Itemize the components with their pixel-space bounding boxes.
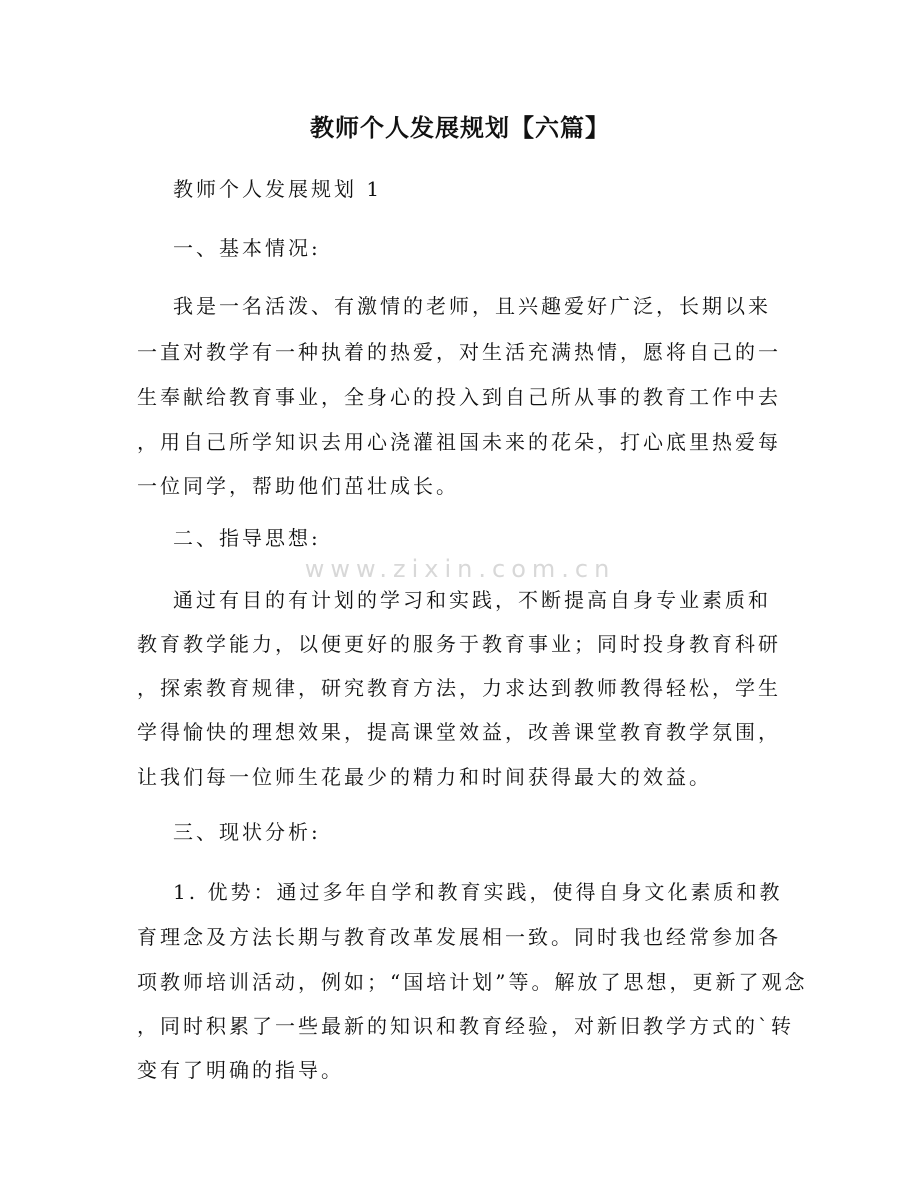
section-heading-1: 一、基本情况: (173, 236, 321, 260)
paragraph-line: ，同时积累了一些最新的知识和教育经验，对新旧教学方式的`转 (137, 1014, 794, 1038)
paragraph-line: 变有了明确的指导。 (137, 1058, 344, 1082)
paragraph-line: 1. 优势：通过多年自学和教育实践，使得自身文化素质和教 (173, 880, 783, 904)
paragraph-line: ，用自己所学知识去用心浇灌祖国未来的花朵，打心底里热爱每 (137, 430, 781, 454)
paragraph-line: 一直对教学有一种执着的热爱，对生活充满热情，愿将自己的一 (137, 340, 781, 364)
watermark: www.zixin.com.cn (304, 555, 616, 583)
paragraph-line: 项教师培训活动，例如；“国培计划”等。解放了思想，更新了观念 (137, 970, 808, 994)
paragraph-line: 学得愉快的理想效果，提高课堂效益，改善课堂教育教学氛围， (137, 720, 781, 744)
paragraph-line: ，探索教育规律，研究教育方法，力求达到教师教得轻松，学生 (137, 676, 781, 700)
paragraph-line: 生奉献给教育事业，全身心的投入到自己所从事的教育工作中去 (137, 385, 781, 409)
paragraph-line: 我是一名活泼、有激情的老师，且兴趣爱好广泛，长期以来 (173, 294, 771, 318)
paragraph-line: 让我们每一位师生花最少的精力和时间获得最大的效益。 (137, 765, 712, 789)
paragraph-line: 教育教学能力，以便更好的服务于教育事业；同时投身教育科研 (137, 632, 781, 656)
subtitle: 教师个人发展规划 1 (173, 177, 383, 201)
paragraph-line: 通过有目的有计划的学习和实践，不断提高自身专业素质和 (173, 588, 771, 612)
paragraph-line: 育理念及方法长期与教育改革发展相一致。同时我也经常参加各 (137, 925, 781, 949)
document-title: 教师个人发展规划【六篇】 (310, 113, 610, 142)
paragraph-line: 一位同学，帮助他们茁壮成长。 (137, 474, 459, 498)
section-heading-3: 三、现状分析: (173, 820, 321, 844)
section-heading-2: 二、指导思想: (173, 526, 321, 550)
